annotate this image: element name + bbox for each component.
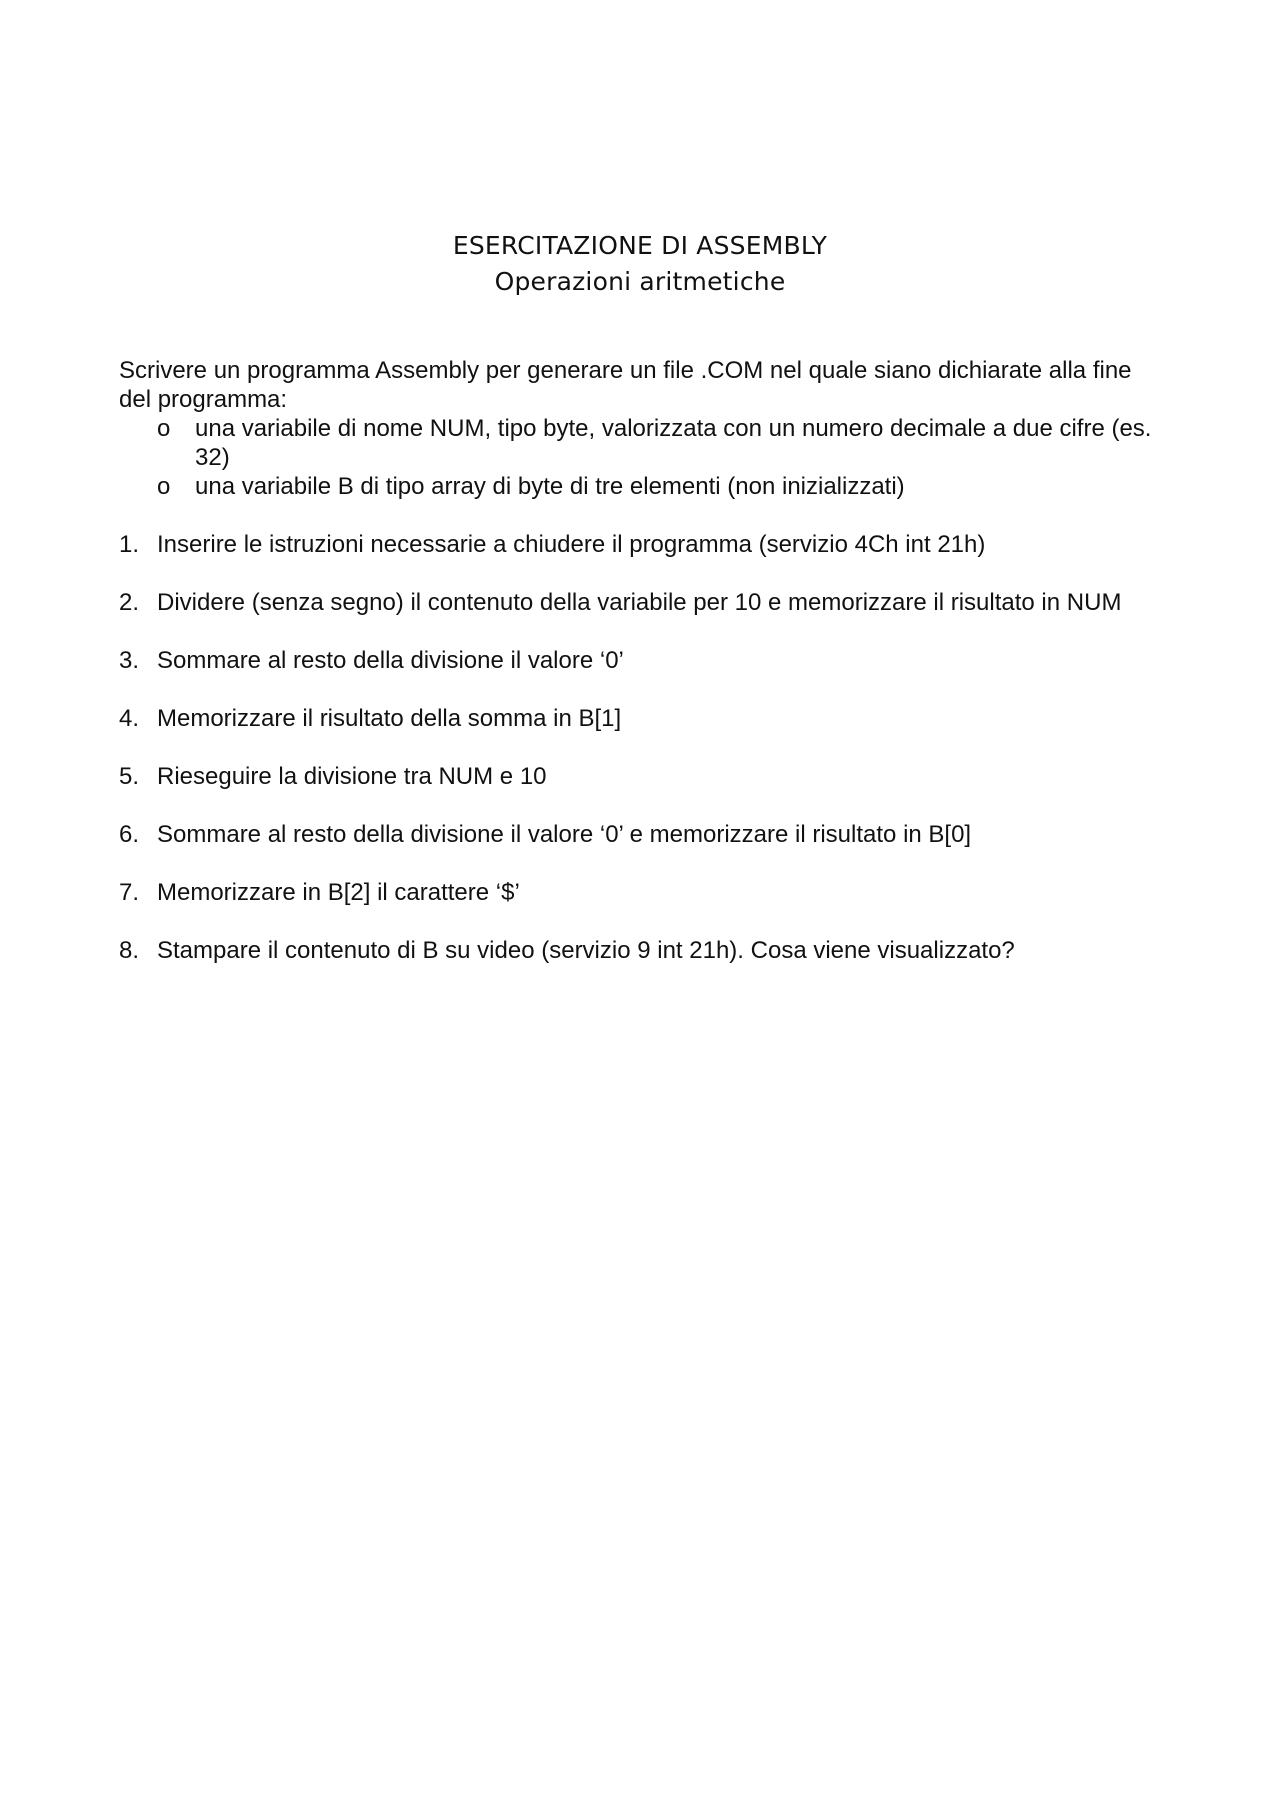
step-number: 7. [119,879,140,906]
bullet-text: una variabile di nome NUM, tipo byte, valorizzata con un numero decimale a due cifre (es. 32) [195,415,1152,471]
document-body [119,356,1169,994]
bullet-marker: o [157,415,171,442]
step-text: Dividere (senza segno) il contenuto della variabile per 10 e memorizzare il risultato in NUM [157,589,1122,616]
step-text: Sommare al resto della divisione il valore ‘0’ e memorizzare il risultato in B[0] [157,821,972,848]
step-number: 6. [119,821,140,848]
step-text: Inserire le istruzioni necessarie a chiudere il programma (servizio 4Ch int 21h) [157,531,986,558]
step-item [119,704,1169,733]
step-number: 3. [119,647,140,674]
step-item [119,646,1169,675]
step-number: 4. [119,705,140,732]
step-item [119,762,1169,791]
step-text: Memorizzare in B[2] il carattere ‘$’ [157,879,520,906]
step-item [119,530,1169,559]
step-number: 2. [119,589,140,616]
intro-paragraph: Scrivere un programma Assembly per generare un file .COM nel quale siano dichiarate alla fine del programma: [119,357,1132,413]
variable-list [119,414,1169,501]
title-block [0,228,1280,300]
bullet-marker: o [157,473,171,500]
step-text: Rieseguire la divisione tra NUM e 10 [157,763,547,790]
document-subtitle: Operazioni aritmetiche [494,267,786,296]
step-text: Stampare il contenuto di B su video (servizio 9 int 21h). Cosa viene visualizzato? [157,937,1015,964]
steps-list [119,530,1169,965]
step-item [119,820,1169,849]
step-number: 1. [119,531,140,558]
step-item [119,588,1169,617]
bullet-text: una variabile B di tipo array di byte di tre elementi (non inizializzati) [195,473,905,500]
step-text: Sommare al resto della divisione il valore ‘0’ [157,647,624,674]
step-item [119,936,1169,965]
bullet-item [119,414,1169,472]
step-number: 5. [119,763,140,790]
step-text: Memorizzare il risultato della somma in B[1] [157,705,622,732]
document-title: ESERCITAZIONE DI ASSEMBLY [452,231,828,260]
bullet-item [119,472,1169,501]
step-number: 8. [119,937,140,964]
step-item [119,878,1169,907]
